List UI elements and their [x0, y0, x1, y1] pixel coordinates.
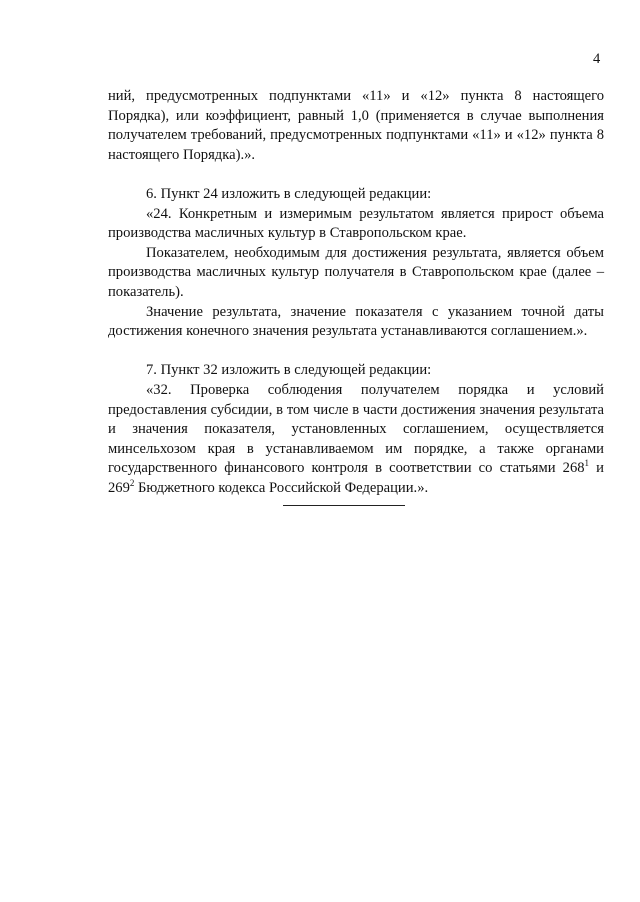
paragraph-item-32-text: [108, 381, 604, 499]
document-body: [108, 87, 604, 498]
paragraph-indicator: Показателем, необходимым для достижения результата, является объем производства масличных культур получателя в Ставропольском крае (далее – показатель).: [108, 244, 604, 300]
paragraph-item-32-main: «32. Проверка соблюдения получателем порядка и условий предоставления субсидии, в том числе в части достижения значения результата и значения показателя, установленных соглашением, осуществляется минсельхозом края в устанавливаемом им порядке, а также органами государственного финансового контроля в соответствии со статьями 268: [108, 381, 604, 477]
paragraph-gap: [108, 165, 604, 185]
paragraph-item-32-end: Бюджетного кодекса Российской Федерации.».: [134, 479, 429, 496]
superscript-1: 1: [584, 458, 590, 469]
paragraph-item-7-heading: 7. Пункт 32 изложить в следующей редакции:: [146, 362, 432, 379]
paragraph-item-6-heading: 6. Пункт 24 изложить в следующей редакции:: [146, 185, 432, 202]
paragraph-continuation: ний, предусмотренных подпунктами «11» и «12» пункта 8 настоящего Порядка), или коэффициент, равный 1,0 (применяется в случае выполнения получателем требований, предусмотренных подпунктами «11» и «12» пункта 8 настоящего Порядка).».: [108, 88, 604, 163]
paragraph-item-32-mid: и 269: [108, 460, 604, 496]
paragraph-result-value: Значение результата, значение показателя с указанием точной даты достижения конечного значения результата устанавливаются соглашением.».: [108, 303, 604, 340]
closing-divider-line: [283, 505, 405, 506]
page-number: 4: [593, 51, 601, 67]
paragraph-gap: [108, 342, 604, 362]
superscript-2: 2: [129, 477, 135, 488]
paragraph-item-24-text: «24. Конкретным и измеримым результатом является прирост объема производства масличных культур в Ставропольском крае.: [108, 205, 604, 242]
